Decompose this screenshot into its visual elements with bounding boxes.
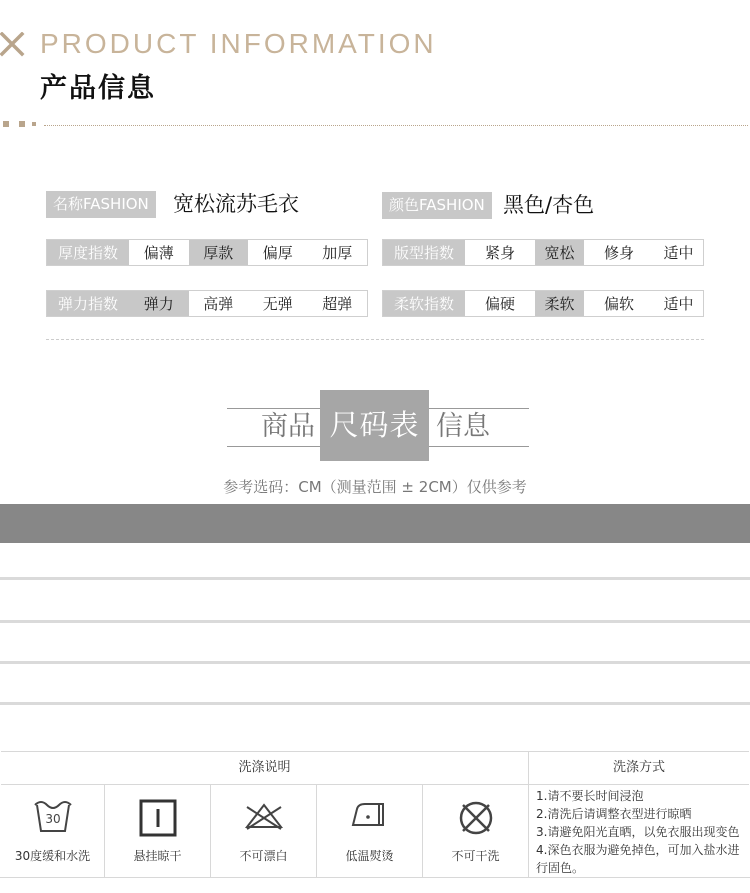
thickness-option: 加厚 — [322, 244, 353, 262]
care-item-dryclean — [423, 785, 528, 878]
care-label: 30度缓和水洗 — [14, 849, 91, 863]
care-item-wash — [1, 785, 104, 878]
size-table-header-bar — [0, 504, 750, 543]
care-label: 低温熨烫 — [345, 849, 394, 863]
section-divider — [46, 339, 704, 340]
wash-temp-text: 30 — [44, 812, 61, 826]
chinese-title: 产品信息 — [40, 73, 156, 104]
elasticity-option: 高弹 — [203, 295, 234, 313]
fit-scale — [382, 239, 704, 266]
wash-30-icon — [33, 799, 73, 835]
table-row-line — [0, 620, 750, 623]
care-divider — [528, 752, 529, 878]
table-row-line — [0, 577, 750, 580]
care-method-list — [536, 787, 748, 877]
care-label: 悬挂晾干 — [133, 849, 182, 863]
elasticity-label: 弹力指数 — [47, 291, 129, 316]
table-row-line — [0, 702, 750, 705]
no-bleach-icon — [243, 799, 285, 833]
thickness-option-selected: 厚款 — [189, 240, 249, 265]
care-method-item: 3.请避免阳光直晒，以免衣服出现变色 — [536, 825, 740, 839]
product-name: 宽松流苏毛衣 — [173, 192, 299, 216]
softness-option: 适中 — [663, 295, 694, 313]
divider-square — [19, 121, 25, 127]
elasticity-option: 超弹 — [322, 295, 353, 313]
divider-square — [3, 121, 9, 127]
english-title: PRODUCT INFORMATION — [40, 28, 437, 59]
fit-option: 修身 — [603, 244, 634, 262]
care-section — [1, 751, 749, 878]
thickness-scale — [46, 239, 368, 266]
care-item-hang — [105, 785, 210, 878]
elasticity-scale — [46, 290, 368, 317]
fit-label: 版型指数 — [383, 240, 465, 265]
care-item-iron — [317, 785, 422, 878]
care-bottom-line — [0, 877, 750, 878]
fit-option: 适中 — [663, 244, 694, 262]
care-item-bleach — [211, 785, 316, 878]
softness-scale — [382, 290, 704, 317]
thickness-label: 厚度指数 — [47, 240, 129, 265]
fit-option-selected: 宽松 — [535, 240, 584, 265]
care-method-item: 1.请不要长时间浸泡 — [536, 789, 644, 803]
size-title-left: 商品 — [261, 411, 315, 442]
size-title-box: 尺码表 — [320, 390, 429, 461]
product-color: 黑色/杏色 — [503, 193, 595, 217]
size-title-right: 信息 — [436, 411, 490, 442]
hang-dry-icon — [139, 799, 177, 837]
dotted-divider — [44, 125, 748, 126]
thickness-option: 偏厚 — [262, 244, 293, 262]
fit-option: 紧身 — [484, 244, 515, 262]
name-tag: 名称FASHION — [46, 191, 156, 218]
care-method-header: 洗涤方式 — [529, 752, 749, 785]
elasticity-option: 无弹 — [262, 295, 293, 313]
care-label: 不可干洗 — [451, 849, 500, 863]
close-x-icon — [0, 32, 26, 58]
care-label: 不可漂白 — [239, 849, 288, 863]
care-method-item: 2.清洗后请调整衣型进行晾晒 — [536, 807, 692, 821]
table-row-line — [0, 661, 750, 664]
elasticity-option-selected: 弹力 — [129, 291, 189, 316]
divider-square — [32, 122, 36, 126]
thickness-option: 偏薄 — [143, 244, 174, 262]
size-reference-note: 参考选码：CM（测量范围 ± 2CM）仅供参考 — [223, 478, 527, 496]
low-iron-icon — [349, 799, 391, 831]
softness-option: 偏硬 — [484, 295, 515, 313]
no-dry-clean-icon — [457, 799, 495, 837]
softness-option-selected: 柔软 — [535, 291, 584, 316]
care-method-item: 4.深色衣服为避免掉色，可加入盐水进行固色。 — [536, 843, 740, 875]
softness-label: 柔软指数 — [383, 291, 465, 316]
color-tag: 颜色FASHION — [382, 192, 492, 219]
care-instructions-header: 洗涤说明 — [1, 752, 528, 785]
softness-option: 偏软 — [603, 295, 634, 313]
